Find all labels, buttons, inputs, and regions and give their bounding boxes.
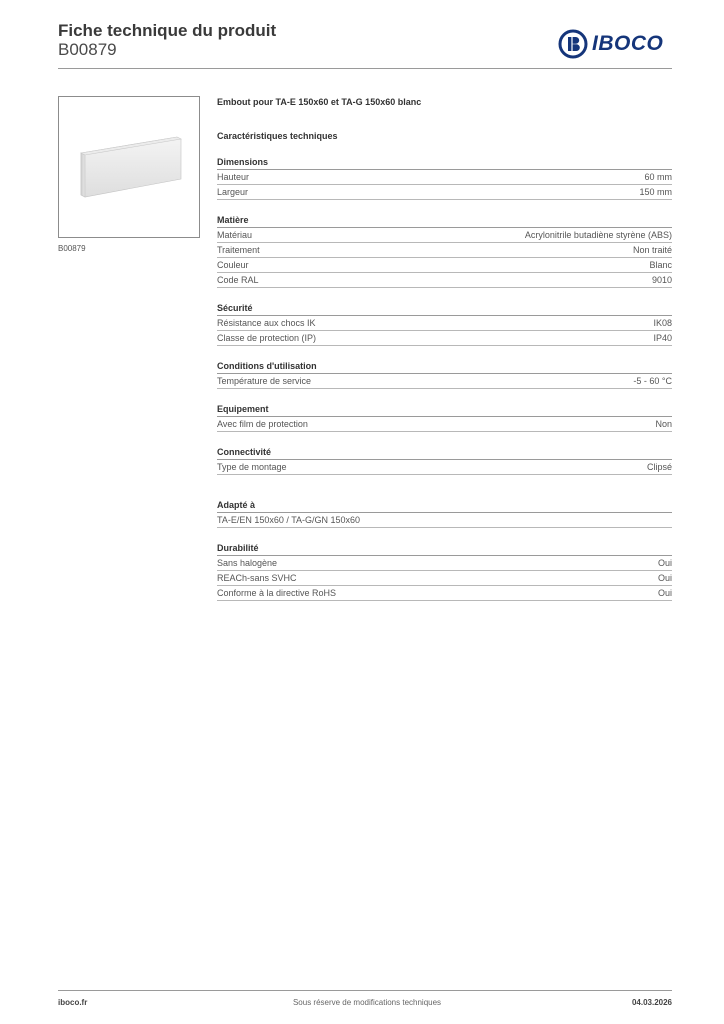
spec-label: Type de montage: [217, 462, 287, 472]
spec-row: [217, 571, 672, 586]
footer-date: 04.03.2026: [631, 998, 672, 1007]
spec-group-compatibility: [217, 499, 672, 528]
spec-row: [217, 316, 672, 331]
iboco-logo-icon: [558, 29, 588, 59]
spec-value: Clipsé: [646, 462, 672, 472]
spec-label: Matériau: [217, 230, 253, 240]
characteristics-heading: Caractéristiques techniques: [217, 131, 338, 141]
spec-label: REACh-sans SVHC: [217, 573, 297, 583]
spec-value: Acrylonitrile butadiène styrène (ABS): [524, 230, 672, 240]
spec-label: Largeur: [217, 187, 249, 197]
spec-label: Classe de protection (IP): [217, 333, 317, 343]
spec-row: [217, 243, 672, 258]
group-title: Adapté à: [217, 499, 672, 513]
spec-label: Conforme à la directive RoHS: [217, 588, 337, 598]
spec-row: [217, 556, 672, 571]
spec-group-dimensions: [217, 156, 672, 200]
end-cap-illustration: [59, 97, 199, 237]
spec-value: Oui: [657, 588, 672, 598]
spec-value: Non: [655, 419, 672, 429]
group-title: Conditions d'utilisation: [217, 360, 672, 374]
spec-group-safety: [217, 302, 672, 346]
spec-value: -5 - 60 °C: [633, 376, 672, 386]
spec-label: Hauteur: [217, 172, 250, 182]
spec-group-sustainability: [217, 542, 672, 601]
spec-value: Non traité: [632, 245, 672, 255]
spec-group-material: [217, 214, 672, 288]
spec-row: [217, 374, 672, 389]
spec-row: [217, 185, 672, 200]
spec-label: Résistance aux chocs IK: [217, 318, 316, 328]
spec-row: [217, 228, 672, 243]
group-title: Dimensions: [217, 156, 672, 170]
product-image: [58, 96, 200, 238]
image-caption: B00879: [58, 244, 86, 253]
spec-row: [217, 586, 672, 601]
header-divider: [58, 68, 672, 69]
spec-label: Avec film de protection: [217, 419, 308, 429]
spec-value: IP40: [653, 333, 672, 343]
group-title: Sécurité: [217, 302, 672, 316]
footer-website: iboco.fr: [58, 998, 88, 1007]
spec-value: 150 mm: [639, 187, 672, 197]
spec-value: IK08: [653, 318, 672, 328]
footer-divider: [58, 990, 672, 991]
footer-notice: Sous réserve de modifications techniques: [292, 998, 442, 1007]
spec-row: [217, 331, 672, 346]
spec-value: Oui: [657, 558, 672, 568]
spec-label: TA-E/EN 150x60 / TA-G/GN 150x60: [217, 515, 361, 525]
group-title: Equipement: [217, 403, 672, 417]
spec-content: [217, 96, 672, 601]
spec-label: Sans halogène: [217, 558, 278, 568]
logo-wordmark: IBOCO: [592, 32, 664, 55]
product-description: Embout pour TA-E 150x60 et TA-G 150x60 blanc: [217, 97, 422, 107]
spec-value: 9010: [651, 275, 672, 285]
spec-label: Code RAL: [217, 275, 259, 285]
spec-group-equipment: [217, 403, 672, 432]
spec-row: [217, 273, 672, 288]
product-code: B00879: [58, 40, 117, 59]
brand-logo: [558, 28, 676, 60]
spec-value: Oui: [657, 573, 672, 583]
group-title: Matière: [217, 214, 672, 228]
page-title: Fiche technique du produit: [58, 21, 277, 40]
group-title: Durabilité: [217, 542, 672, 556]
spec-row: [217, 170, 672, 185]
spec-row: [217, 258, 672, 273]
spec-row: [217, 417, 672, 432]
spec-group-connectivity: [217, 446, 672, 475]
group-title: Connectivité: [217, 446, 672, 460]
spec-label: Traitement: [217, 245, 260, 255]
spec-value: 60 mm: [644, 172, 672, 182]
spec-row: [217, 460, 672, 475]
spec-row: [217, 513, 672, 528]
spec-label: Couleur: [217, 260, 249, 270]
spec-label: Température de service: [217, 376, 312, 386]
spec-value: Blanc: [649, 260, 672, 270]
spec-group-conditions: [217, 360, 672, 389]
